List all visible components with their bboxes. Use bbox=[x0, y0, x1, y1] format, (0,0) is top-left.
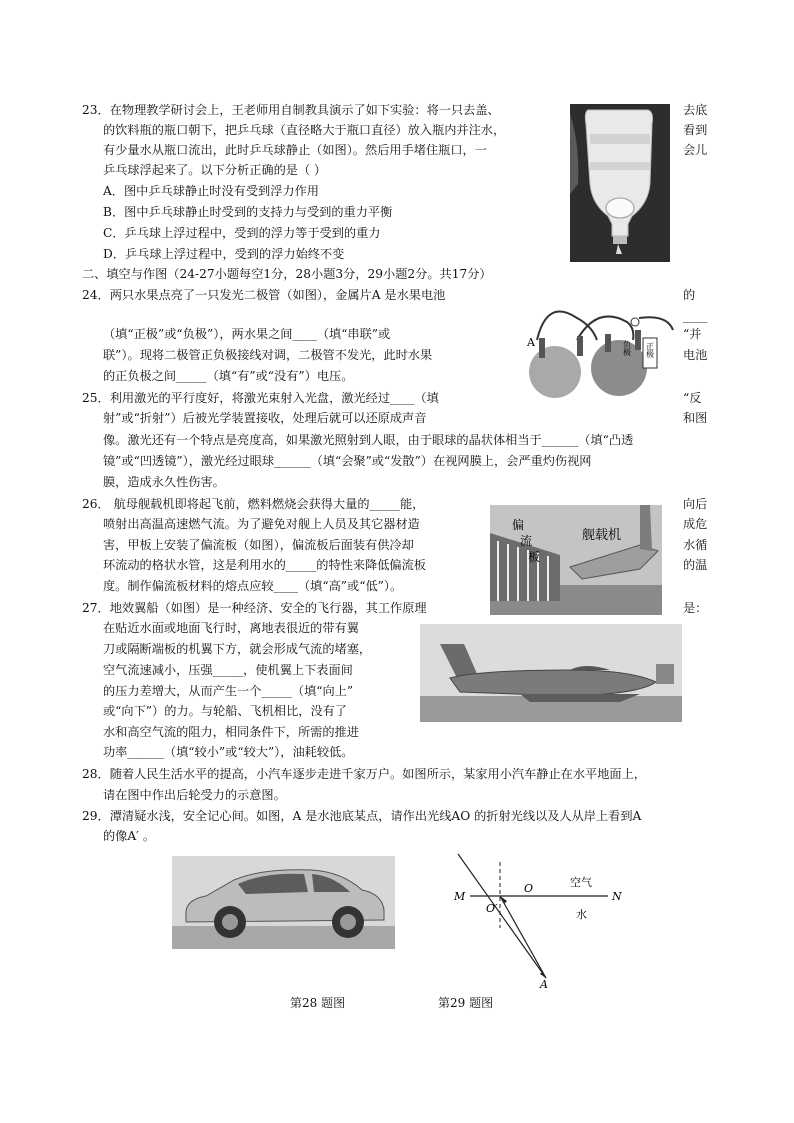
q24-line-4: 的正负极之间_____（填“有”或“没有”）电压。 bbox=[103, 369, 354, 383]
q28-line-1: 28．随着人民生活水平的提高，小汽车逐步走进千家万户。如图所示，某家用小汽车静止在水平地面上， bbox=[82, 767, 646, 781]
bottle-photo bbox=[570, 104, 670, 262]
q27-line-5: 的压力差增大，从而产生一个_____（填“向上” bbox=[103, 684, 354, 698]
label-o: O bbox=[524, 882, 534, 895]
q25-line-4: 镜”或“凹透镜”），激光经过眼球______（填“会聚”或“发散”）在视网膜上，会严重灼伤视网 bbox=[103, 454, 592, 468]
q25-line-1: 25．利用激光的平行度好，将激光束射入光盘，激光经过____（填 bbox=[82, 391, 439, 405]
q27-line-7: 水和高空气流的阻力，相同条件下，所需的推进 bbox=[103, 725, 359, 739]
q26-line-2: 喷射出高温高速燃气流。为了避免对舰上人员及其它器材造 bbox=[103, 517, 420, 531]
q24-right-word-4: 电池 bbox=[683, 348, 708, 362]
q23-line-4: 乒乓球浮起来了。以下分析正确的是（ ） bbox=[103, 163, 327, 177]
q24-line-1: 24．两只水果点亮了一只发光二极管（如图），金属片A 是水果电池 bbox=[82, 288, 446, 302]
q24-label-a: A bbox=[527, 336, 535, 349]
caption-fig29: 第29 题图 bbox=[438, 996, 494, 1010]
q26-label-aircraft: 舰载机 bbox=[582, 528, 622, 543]
q27-line-4: 空气流速减小，压强_____，使机翼上下表面间 bbox=[103, 663, 353, 677]
q24-right-word-2: ____ bbox=[683, 309, 708, 323]
q23-line-2: 的饮料瓶的瓶口朝下，把乒乓球（直径略大于瓶口直径）放入瓶内并注水， bbox=[103, 123, 506, 137]
q23-line-1: 23．在物理教学研讨会上，王老师用自制教具演示了如下实验：将一只去盖、 bbox=[82, 103, 500, 117]
q27-line-1: 27．地效翼船（如图）是一种经济、安全的飞行器，其工作原理 bbox=[82, 601, 427, 615]
q26-line-1: 26． 航母舰载机即将起飞前，燃料燃烧会获得大量的_____能， bbox=[82, 497, 425, 511]
q24-label-neg: 负极 bbox=[622, 340, 632, 356]
q27-line-3: 刀或隔断端板的机翼下方，就会形成气流的堵塞， bbox=[103, 642, 372, 656]
q29-line-1: 29．潭清疑水浅，安全记心间。如图，A 是水池底某点，请作出光线AO 的折射光线以及人从岸上看到A bbox=[82, 809, 642, 823]
q28-line-2: 请在图中作出后轮受力的示意图。 bbox=[103, 788, 286, 802]
label-o-prime: O′ bbox=[486, 902, 498, 915]
q26-line-3: 害，甲板上安装了偏流板（如图），偏流板后面装有供冷却 bbox=[103, 538, 414, 552]
q26-right-word-2: 成危 bbox=[683, 517, 708, 531]
q23-option-d: D．乒乓球上浮过程中，受到的浮力始终不变 bbox=[103, 247, 345, 261]
q24-label-pos: 正极 bbox=[645, 342, 655, 358]
arrow-o bbox=[500, 896, 507, 904]
q23-line-3: 有少量水从瓶口流出，此时乒乓球静止（如图）。然后用手堵住瓶口，一 bbox=[103, 143, 487, 157]
q25-line-3: 像。激光还有一个特点是亮度高，如果激光照射到人眼，由于眼球的晶状体相当于______（填“凸透 bbox=[103, 433, 634, 447]
q23-right-word-1: 去底 bbox=[683, 103, 708, 117]
q29-line-2: 的像A′ 。 bbox=[103, 829, 156, 843]
ray-left bbox=[458, 854, 546, 978]
label-m: M bbox=[454, 890, 466, 903]
q23-option-b: B．图中乒乓球静止时受到的支持力与受到的重力平衡 bbox=[103, 205, 393, 219]
q23-option-c: C．乒乓球上浮过程中，受到的浮力等于受到的重力 bbox=[103, 226, 381, 240]
q26-right-word-3: 水循 bbox=[683, 538, 708, 552]
label-water: 水 bbox=[576, 908, 587, 921]
q25-line-5: 膜，造成永久性伤害。 bbox=[103, 475, 225, 489]
q23-right-word-3: 会儿 bbox=[683, 143, 708, 157]
q25-line-2: 射”或“折射”）后被光学装置接收，处理后就可以还原成声音 bbox=[103, 411, 427, 425]
q26-label-deflector-2: 流 bbox=[520, 534, 533, 548]
q24-right-word-3: “并 bbox=[683, 327, 702, 341]
q25-right-word-2: 和图 bbox=[683, 411, 708, 425]
ekranoplan-photo bbox=[420, 624, 682, 722]
q27-line-6: 或“向下”）的力。与轮船、飞机相比，没有了 bbox=[103, 704, 348, 718]
q26-label-deflector-1: 偏 bbox=[512, 518, 525, 532]
q25-right-word-1: “反 bbox=[683, 391, 702, 405]
car-photo bbox=[172, 856, 395, 949]
deflector-photo bbox=[490, 505, 662, 615]
label-a: A bbox=[540, 978, 548, 988]
label-n: N bbox=[612, 890, 622, 903]
fruit-battery-photo bbox=[517, 300, 677, 400]
caption-fig28: 第28 题图 bbox=[290, 996, 346, 1010]
q23-right-word-2: 看到 bbox=[683, 123, 708, 137]
q26-line-4: 环流动的格状水管，这是利用水的_____的特性来降低偏流板 bbox=[103, 558, 426, 572]
q27-line-8: 功率______（填“较小”或“较大”），油耗较低。 bbox=[103, 745, 354, 759]
ray-oa bbox=[500, 896, 546, 978]
q26-label-deflector-3: 板 bbox=[528, 550, 541, 564]
q26-line-5: 度。制作偏流板材料的熔点应较____（填“高”或“低”）。 bbox=[103, 579, 403, 593]
q23-option-a: A．图中乒乓球静止时没有受到浮力作用 bbox=[103, 184, 319, 198]
q24-right-word-1: 的 bbox=[683, 288, 696, 302]
label-air: 空气 bbox=[570, 876, 592, 889]
q27-right-word-1: 是： bbox=[683, 601, 708, 615]
q24-line-3: 联”）。现将二极管正负极接线对调，二极管不发光，此时水果 bbox=[103, 348, 433, 362]
q26-right-word-4: 的温 bbox=[683, 558, 708, 572]
refraction-diagram bbox=[446, 848, 646, 988]
q24-line-2: （填“正极”或“负极”），两水果之间____（填“串联”或 bbox=[103, 327, 391, 341]
q27-line-2: 在贴近水面或地面飞行时，离地表很近的带有翼 bbox=[103, 621, 359, 635]
section-2-heading: 二、填空与作图（24-27小题每空1分，28小题3分，29小题2分。共17分） bbox=[82, 267, 492, 281]
q26-right-word-1: 向后 bbox=[683, 497, 708, 511]
